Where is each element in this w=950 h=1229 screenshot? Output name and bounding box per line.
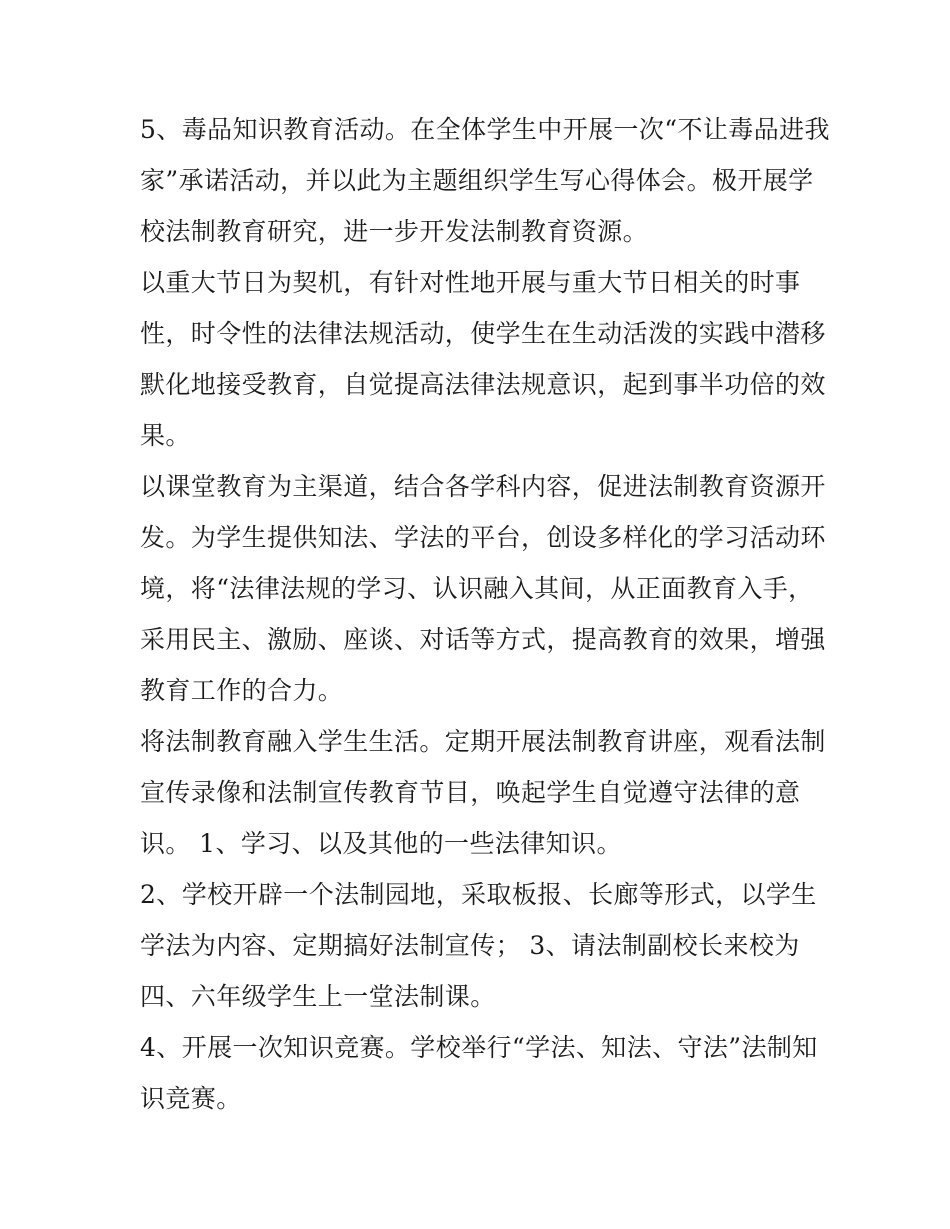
paragraph-knowledge-contest: 4、开展一次知识竞赛。学校举行“学法、知法、守法”法制知识竞赛。 — [140, 1033, 818, 1113]
paragraph-classroom-education: 以课堂教育为主渠道，结合各学科内容，促进法制教育资源开发。为学生提供知法、学法的平台，创设多样化的学习活动环境，将“法律法规的学习、认识融入其间，从正面教育入手，采用民主、激励、座谈、对话等方式，提高教育的效果，增强教育工作的合力。 — [140, 472, 826, 705]
paragraph-law-garden: 2、学校开辟一个法制园地，采取板报、长廊等形式，以学生学法为内容、定期搞好法制宣传； 3、请法制副校长来校为四、六年级学生上一堂法制课。 — [140, 880, 817, 1011]
paragraph-student-life: 将法制教育融入学生生活。定期开展法制教育讲座，观看法制宣传录像和法制宣传教育节目，唤起学生自觉遵守法律的意识。 1、学习、以及其他的一些法律知识。 — [140, 727, 826, 858]
paragraph-drug-education: 5、毒品知识教育活动。在全体学生中开展一次“不让毒品进我家”承诺活动，并以此为主题组织学生写心得体会。极开展学校法制教育研究，进一步开发法制教育资源。 — [140, 115, 830, 246]
document-body — [140, 104, 830, 1124]
paragraph-holiday-activities: 以重大节日为契机，有针对性地开展与重大节日相关的时事性，时令性的法律法规活动，使学生在生动活泼的实践中潜移默化地接受教育，自觉提高法律法规意识，起到事半功倍的效果。 — [140, 268, 826, 450]
